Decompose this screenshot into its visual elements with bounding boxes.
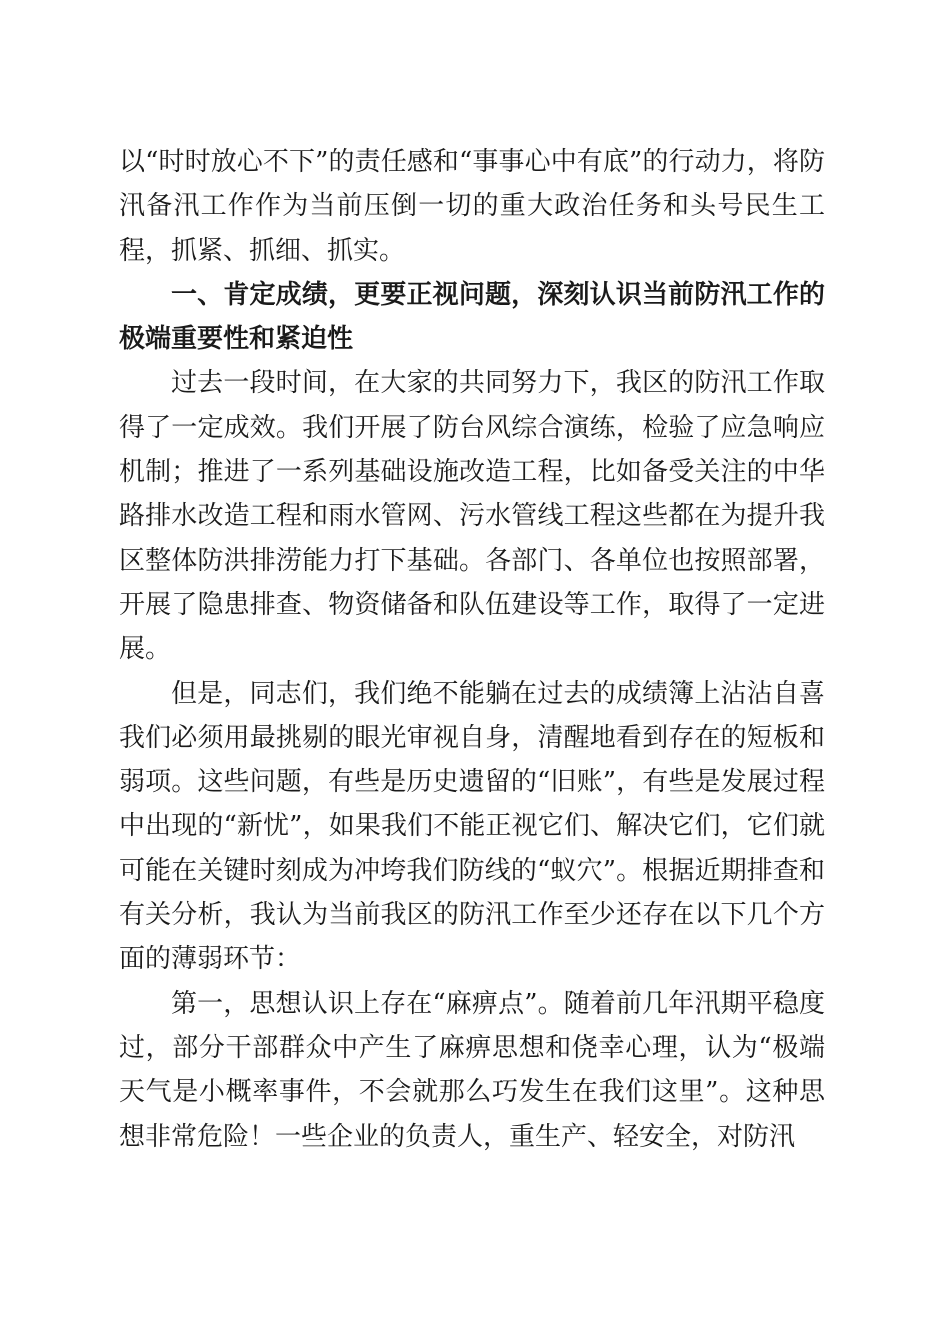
paragraph-problems: 但是，同志们，我们绝不能躺在过去的成绩簿上沾沾自喜我们必须用最挑剔的眼光审视自身，清醒地看到存在的短板和弱项。这些问题，有些是历史遗留的“旧账”，有些是发展过程中出现的“新忧”，如果我们不能正视它们、解决它们，它们就可能在关键时刻成为冲垮我们防线的“蚁穴”。根据近期排查和有关分析，我认为当前我区的防汛工作至少还存在以下几个方面的薄弱环节： [119, 678, 825, 975]
paragraph-first-point: 第一，思想认识上存在“麻痹点”。随着前几年汛期平稳度过，部分干部群众中产生了麻痹思想和侥幸心理，认为“极端天气是小概率事件，不会就那么巧发生在我们这里”。这种思想非常危险！一些企业的负责人，重生产、轻安全，对防汛 [119, 988, 825, 1152]
paragraph-achievements: 过去一段时间，在大家的共同努力下，我区的防汛工作取得了一定成效。我们开展了防台风综合演练，检验了应急响应机制；推进了一系列基础设施改造工程，比如备受关注的中华路排水改造工程和雨水管网、污水管线工程这些都在为提升我区整体防洪排涝能力打下基础。各部门、各单位也按照部署，开展了隐患排查、物资储备和队伍建设等工作，取得了一定进展。 [119, 368, 825, 665]
document-body [119, 140, 825, 1159]
section-heading: 一、肯定成绩，更要正视问题，深刻认识当前防汛工作的极端重要性和紧迫性 [119, 279, 825, 355]
paragraph-continuation: 以“时时放心不下”的责任感和“事事心中有底”的行动力，将防汛备汛工作作为当前压倒一切的重大政治任务和头号民生工程，抓紧、抓细、抓实。 [119, 147, 825, 266]
